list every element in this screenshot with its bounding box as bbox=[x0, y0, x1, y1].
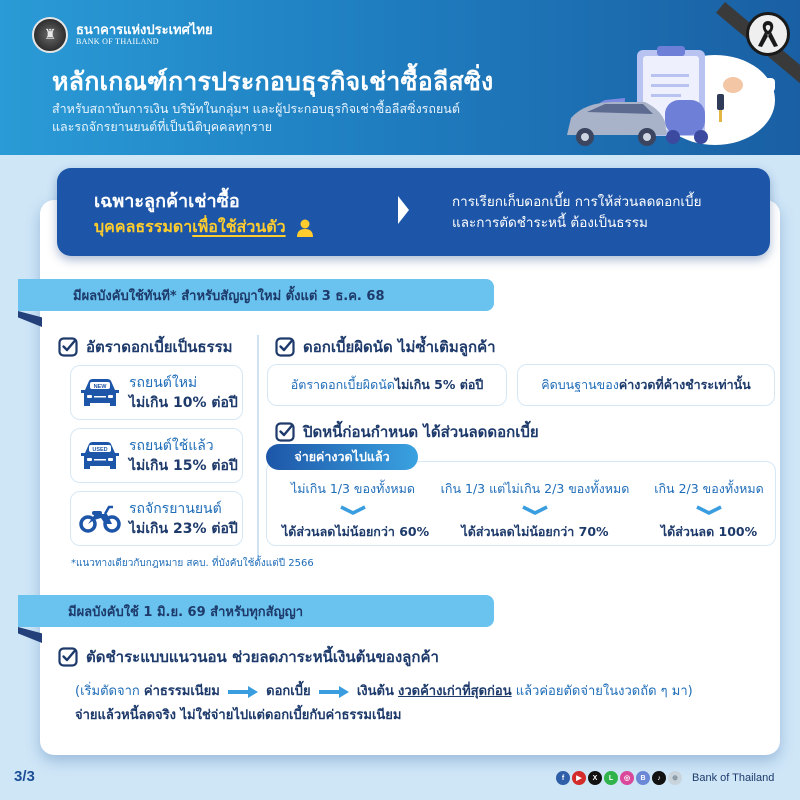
chevron-right-icon bbox=[398, 196, 409, 224]
rate-limit: ไม่เกิน 15% ต่อปี bbox=[129, 457, 238, 474]
bank-logo bbox=[32, 17, 213, 53]
rate-limit: ไม่เกิน 23% ต่อปี bbox=[129, 520, 238, 537]
flow-step-principal: เงินต้น bbox=[356, 684, 394, 699]
person-icon bbox=[296, 219, 314, 237]
flow-suffix: แล้วค่อยตัดจ่ายในงวดถัด ๆ มา) bbox=[511, 684, 693, 699]
page-title: หลักเกณฑ์การประกอบธุรกิจเช่าซื้อลีสซิ่ง bbox=[52, 67, 494, 96]
pill-text: คิดบนฐานของ bbox=[541, 377, 619, 392]
logo-thai-name: ธนาคารแห่งประเทศไทย bbox=[76, 22, 213, 38]
checkbox-check-icon bbox=[275, 337, 295, 357]
rate-type: รถยนต์ใหม่ bbox=[129, 374, 198, 391]
blockdit-icon[interactable]: B bbox=[636, 771, 650, 785]
rate-item-used-car bbox=[70, 428, 243, 483]
early-payoff-heading-text: ปิดหนี้ก่อนกำหนด ได้ส่วนลดดอกเบี้ย bbox=[303, 423, 539, 441]
page-subtitle bbox=[52, 100, 522, 136]
default-rate-pill bbox=[267, 364, 507, 406]
chevron-down-icon bbox=[695, 505, 723, 515]
svg-text:USED: USED bbox=[92, 446, 108, 453]
tier-result: ได้ส่วนลด 100% bbox=[660, 524, 758, 539]
pill-bold-text: ไม่เกิน 5% ต่อปี bbox=[394, 377, 484, 392]
subtitle-line-2: และรถจักรยานยนต์ที่เป็นนิติบุคคลทุกราย bbox=[52, 119, 273, 134]
line-icon[interactable]: L bbox=[604, 771, 618, 785]
motorcycle-icon bbox=[79, 504, 121, 534]
flow-emphasis: งวดค้างเก่าที่สุดก่อน bbox=[398, 684, 512, 699]
banner-sub-plain: บุคคลธรรมดา bbox=[94, 217, 193, 236]
tier-condition: เกิน 1/3 แต่ไม่เกิน 2/3 ของทั้งหมด bbox=[440, 481, 630, 496]
flow-step-fees: ค่าธรรมเนียม bbox=[143, 684, 220, 699]
checkbox-check-icon bbox=[58, 647, 78, 667]
payment-order-flow bbox=[75, 680, 775, 728]
ribbon-fold bbox=[18, 311, 42, 327]
flow-prefix: (เริ่มตัดจาก bbox=[75, 684, 144, 699]
fair-rate-heading-text: อัตราดอกเบี้ยเป็นธรรม bbox=[86, 338, 233, 356]
social-links bbox=[556, 771, 682, 785]
mourning-ribbon-icon bbox=[746, 12, 790, 56]
paid-installments-tag: จ่ายค่างวดไปแล้ว bbox=[266, 444, 418, 470]
flow-step-interest: ดอกเบี้ย bbox=[266, 684, 311, 699]
rate-type: รถจักรยานยนต์ bbox=[129, 500, 222, 517]
instagram-icon[interactable]: ◎ bbox=[620, 771, 634, 785]
tier-2 bbox=[435, 479, 635, 542]
header bbox=[0, 0, 800, 155]
car-lease-illustration bbox=[565, 40, 780, 150]
default-interest-heading-text: ดอกเบี้ยผิดนัด ไม่ซ้ำเติมลูกค้า bbox=[303, 338, 496, 356]
tiktok-icon[interactable]: ♪ bbox=[652, 771, 666, 785]
arrow-right-icon bbox=[319, 686, 349, 698]
chevron-down-icon bbox=[521, 505, 549, 515]
banner-title: เฉพาะลูกค้าเช่าซื้อ bbox=[94, 191, 240, 212]
tier-3 bbox=[646, 479, 772, 542]
early-payoff-heading bbox=[275, 420, 539, 444]
default-interest-heading bbox=[275, 335, 496, 359]
used-car-icon bbox=[79, 439, 121, 473]
pill-bold-text: ค่างวดที่ค้างชำระเท่านั้น bbox=[618, 377, 751, 392]
default-base-pill bbox=[517, 364, 775, 406]
arrow-right-icon bbox=[228, 686, 258, 698]
chevron-down-icon bbox=[339, 505, 367, 515]
svg-text:NEW: NEW bbox=[93, 383, 107, 390]
horizontal-payment-heading-text: ตัดชำระแบบแนวนอน ช่วยลดภาระหนี้เงินต้นของลูกค้า bbox=[86, 648, 439, 666]
bank-seal-icon: ♜ bbox=[32, 17, 68, 53]
checkbox-check-icon bbox=[275, 422, 295, 442]
subtitle-line-1: สำหรับสถาบันการเงิน บริษัทในกลุ่มฯ และผู้ประกอบธุรกิจเช่าซื้อลีสซิ่งรถยนต์ bbox=[52, 101, 460, 116]
flow-conclusion: จ่ายแล้วหนี้ลดจริง ไม่ใช่จ่ายไปแต่ดอกเบี้ยกับค่าธรรมเนียม bbox=[75, 708, 402, 723]
checkbox-check-icon bbox=[58, 337, 78, 357]
x-icon[interactable]: X bbox=[588, 771, 602, 785]
horizontal-payment-heading bbox=[58, 645, 439, 669]
banner-subtitle bbox=[94, 215, 314, 240]
ribbon-fold bbox=[18, 627, 42, 643]
tier-result: ได้ส่วนลดไม่น้อยกว่า 70% bbox=[461, 524, 609, 539]
pill-text: อัตราดอกเบี้ยผิดนัด bbox=[290, 377, 395, 392]
footer-brand: Bank of Thailand bbox=[692, 772, 775, 784]
tier-1 bbox=[282, 479, 430, 542]
column-divider bbox=[257, 335, 259, 560]
banner-desc-line-1: การเรียกเก็บดอกเบี้ย การให้ส่วนลดดอกเบี้ย bbox=[452, 194, 702, 210]
banner-description bbox=[452, 192, 701, 234]
rate-type: รถยนต์ใช้แล้ว bbox=[129, 437, 214, 454]
rate-limit: ไม่เกิน 10% ต่อปี bbox=[129, 394, 238, 411]
facebook-icon[interactable]: f bbox=[556, 771, 570, 785]
page-number: 3/3 bbox=[14, 768, 35, 785]
tier-condition: ไม่เกิน 1/3 ของทั้งหมด bbox=[290, 481, 416, 496]
banner-sub-underlined: เพื่อใช้ส่วนตัว bbox=[192, 217, 286, 236]
tier-result: ได้ส่วนลดไม่น้อยกว่า 60% bbox=[282, 524, 430, 539]
fair-rate-heading bbox=[58, 335, 233, 359]
globe-icon[interactable]: ⊕ bbox=[668, 771, 682, 785]
logo-english-name: BANK OF THAILAND bbox=[76, 36, 159, 46]
new-car-icon bbox=[79, 376, 121, 410]
customer-scope-banner bbox=[57, 168, 770, 256]
section-tab-june-69: มีผลบังคับใช้ 1 มิ.ย. 69 สำหรับทุกสัญญา bbox=[18, 595, 494, 627]
youtube-icon[interactable]: ▶ bbox=[572, 771, 586, 785]
rate-item-motorcycle bbox=[70, 491, 243, 546]
section-tab-immediate: มีผลบังคับใช้ทันที* สำหรับสัญญาใหม่ ตั้งแต่ 3 ธ.ค. 68 bbox=[18, 279, 494, 311]
tier-condition: เกิน 2/3 ของทั้งหมด bbox=[654, 481, 764, 496]
banner-desc-line-2: และการตัดชำระหนี้ ต้องเป็นธรรม bbox=[452, 215, 648, 231]
rate-item-new-car bbox=[70, 365, 243, 420]
footnote: *แนวทางเดียวกับกฎหมาย สคบ. ที่บังคับใช้ตั้งแต่ปี 2566 bbox=[71, 558, 314, 569]
